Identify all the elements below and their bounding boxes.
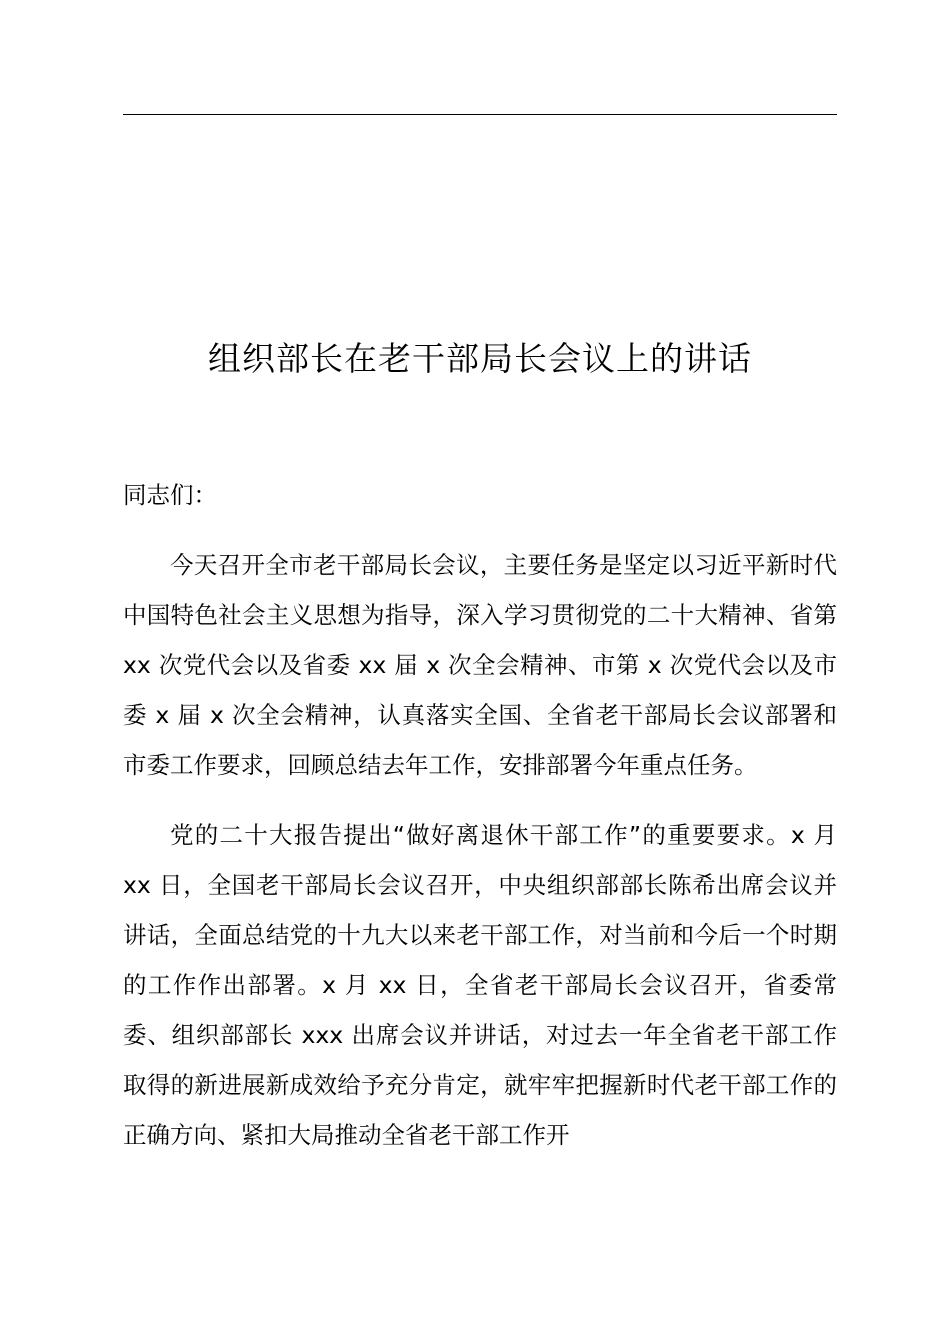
header-rule [123, 114, 837, 115]
paragraph-1: 今天召开全市老干部局长会议，主要任务是坚定以习近平新时代中国特色社会主义思想为指导，深入学习贯彻党的二十大精神、省第 xx 次党代会以及省委 xx 届 x 次全会精神、市第 x 次党代会以及市委 x 届 x 次全会精神，认真落实全国、全省老干部局长会议部署和市委工作要求，回顾总结去年工作，安排部署今年重点任务。 [123, 551, 837, 779]
salutation: 同志们： [123, 481, 217, 509]
document-body [123, 470, 837, 1180]
document-title: 组织部长在老干部局长会议上的讲话 [208, 339, 752, 378]
paragraph-2: 党的二十大报告提出“做好离退休干部工作”的重要要求。x 月 xx 日，全国老干部局长会议召开，中央组织部部长陈希出席会议并讲话，全面总结党的十九大以来老干部工作，对当前和今后一个时期的工作作出部署。x 月 xx 日，全省老干部局长会议召开，省委常委、组织部部长 xxx 出席会议并讲话，对过去一年全省老干部工作取得的新进展新成效给予充分肯定，就牢牢把握新时代老干部工作的正确方向、紧扣大局推动全省老干部工作开 [123, 821, 837, 1149]
